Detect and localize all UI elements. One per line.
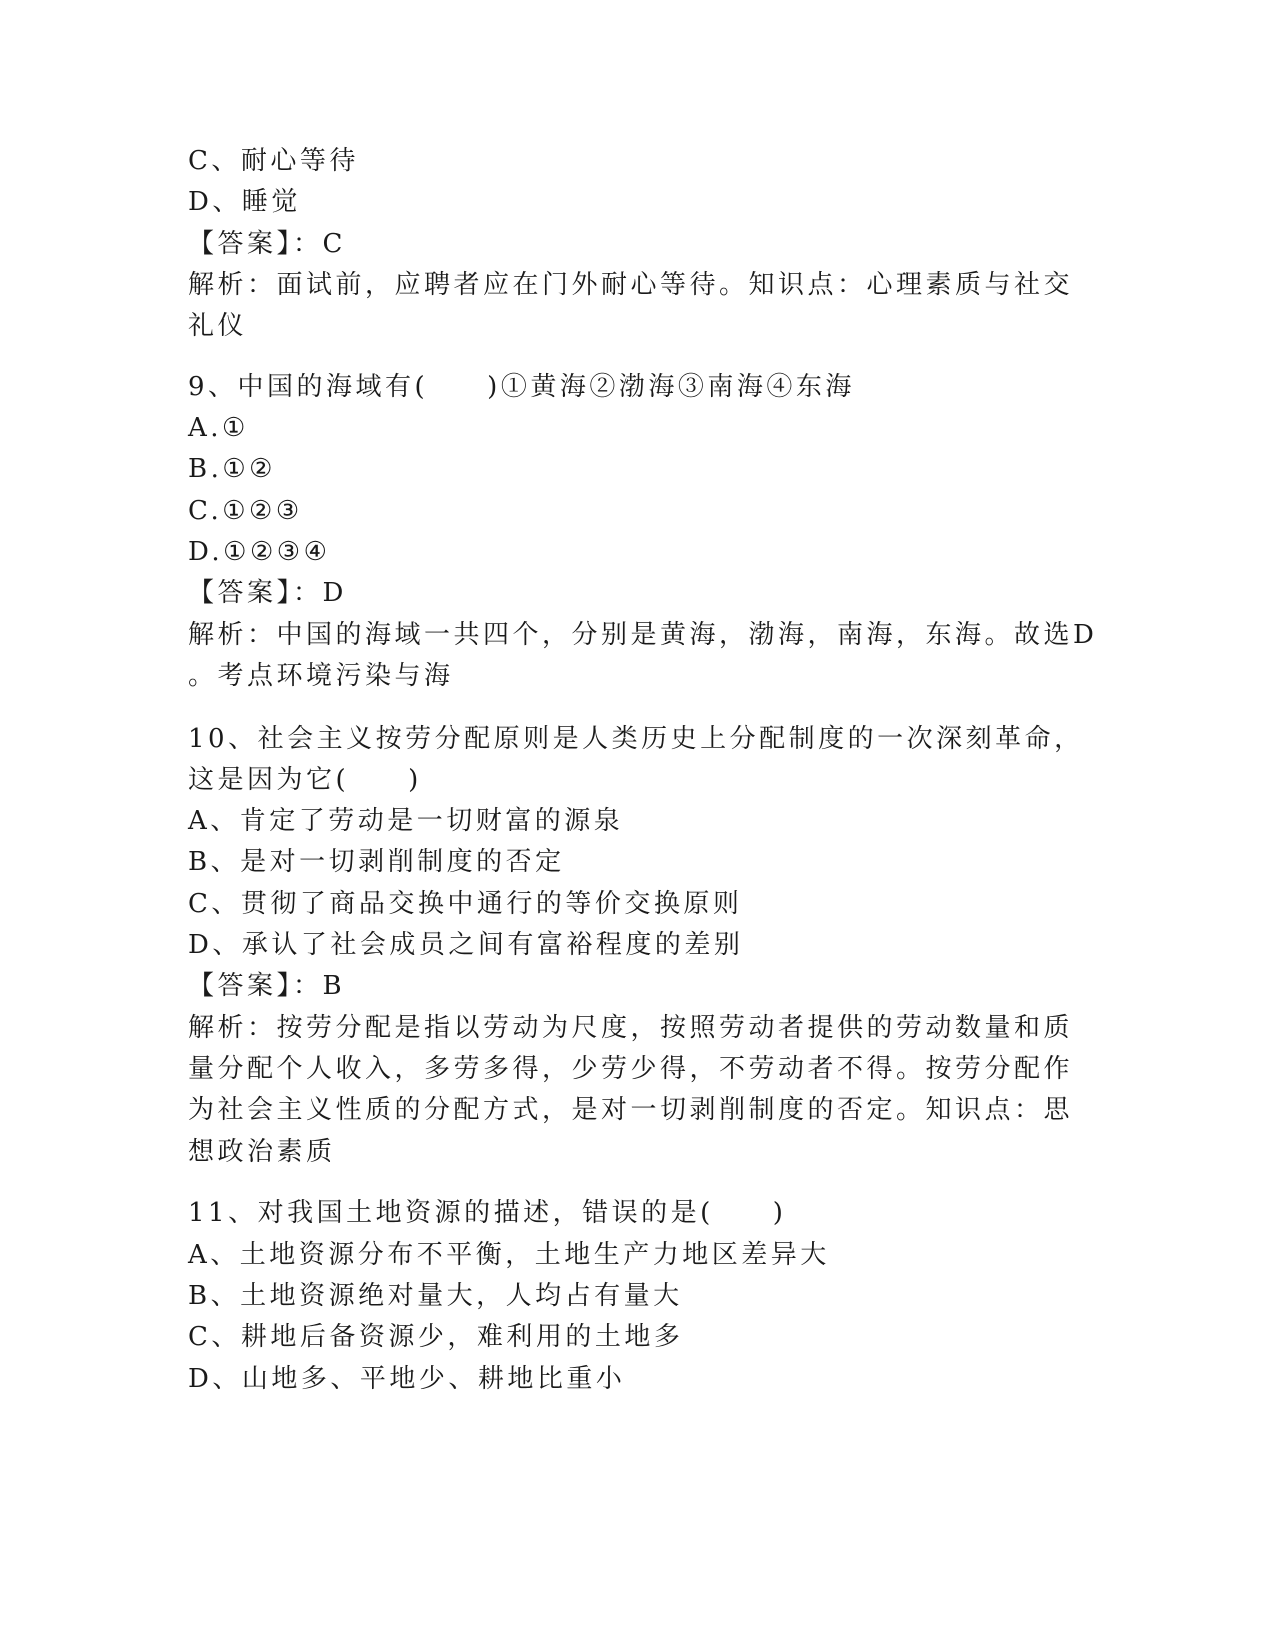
q11-option-a: A、土地资源分布不平衡，土地生产力地区差异大 — [188, 1240, 830, 1270]
q11-option-b: B、土地资源绝对量大，人均占有量大 — [188, 1281, 683, 1311]
q9-option-c: C.①②③ — [188, 496, 303, 526]
q10-answer: 【答案】：B — [188, 971, 346, 1001]
q11-option-d: D、山地多、平地少、耕地比重小 — [188, 1364, 626, 1394]
q9-option-a: A.① — [188, 413, 249, 443]
q8-analysis-line-1: 解析：面试前，应聘者应在门外耐心等待。知识点：心理素质与社交 — [188, 270, 1074, 300]
q9-option-d: D.①②③④ — [188, 537, 331, 567]
q9-analysis-line-1: 解析：中国的海域一共四个，分别是黄海，渤海，南海，东海。故选D — [188, 620, 1098, 650]
q9-option-b: B.①② — [188, 454, 276, 484]
q11-question: 11、对我国土地资源的描述，错误的是( ) — [188, 1198, 787, 1228]
q10-question-line-1: 10、社会主义按劳分配原则是人类历史上分配制度的一次深刻革命， — [188, 724, 1084, 754]
q8-answer: 【答案】：C — [188, 229, 346, 259]
q10-option-b: B、是对一切剥削制度的否定 — [188, 847, 565, 877]
q9-answer: 【答案】：D — [188, 578, 347, 608]
q10-option-a: A、肯定了劳动是一切财富的源泉 — [188, 806, 624, 836]
q10-analysis-line-2: 量分配个人收入，多劳多得，少劳少得，不劳动者不得。按劳分配作 — [188, 1054, 1074, 1084]
q8-option-c: C、耐心等待 — [188, 146, 359, 176]
q10-question-line-2: 这是因为它( ) — [188, 765, 422, 795]
q9-question: 9、中国的海域有( )①黄海②渤海③南海④东海 — [188, 372, 855, 402]
q10-option-c: C、贯彻了商品交换中通行的等价交换原则 — [188, 889, 743, 919]
q10-analysis-line-4: 想政治素质 — [188, 1137, 336, 1167]
q10-analysis-line-3: 为社会主义性质的分配方式，是对一切剥削制度的否定。知识点：思 — [188, 1095, 1074, 1125]
q11-option-c: C、耕地后备资源少，难利用的土地多 — [188, 1322, 684, 1352]
q8-option-d: D、睡觉 — [188, 187, 301, 217]
q9-analysis-line-2: 。考点环境污染与海 — [188, 661, 454, 691]
q8-analysis-line-2: 礼仪 — [188, 311, 248, 341]
q10-analysis-line-1: 解析：按劳分配是指以劳动为尺度，按照劳动者提供的劳动数量和质 — [188, 1013, 1074, 1043]
q10-option-d: D、承认了社会成员之间有富裕程度的差别 — [188, 930, 744, 960]
